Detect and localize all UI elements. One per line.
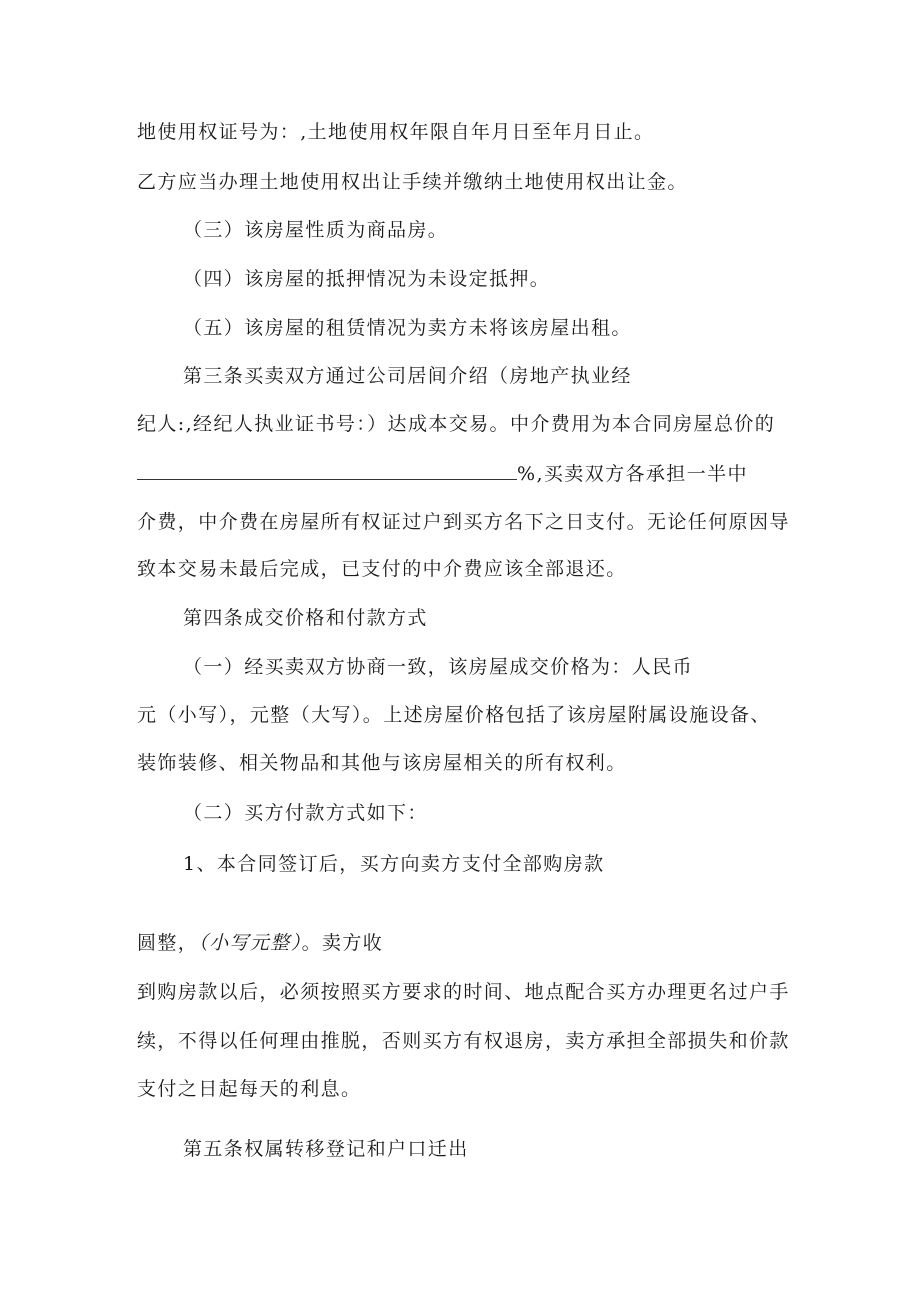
article-4-price-includes: 装饰装修、相关物品和其他与该房屋相关的所有权利。 (137, 752, 627, 774)
article-3-broker: 纪人:,经纪人执业证书号：）达成本交易。中介费用为本合同房屋总价的 (137, 413, 776, 435)
amount-small-text: （小写元整） (198, 932, 302, 954)
article-4-clause-2: （二）买方付款方式如下： (183, 802, 428, 824)
article-4-price: 元（小写），元整（大写）。上述房屋价格包括了该房屋附属设施设备、 (137, 704, 771, 726)
seller-obligation-2: 续，不得以任何理由推脱，否则买方有权退房，卖方承担全部损失和价款 (137, 1030, 790, 1052)
article-5-heading: 第五条权属转移登记和户口迁出 (183, 1138, 469, 1160)
article-3-heading: 第三条买卖双方通过公司居间介绍（房地产执业经 (183, 365, 632, 387)
payment-item-1: 1、本合同签订后，买方向卖方支付全部购房款 (183, 853, 605, 875)
amount-yuan-text: 圆整， (137, 932, 199, 954)
seller-receive-text: 。卖方收 (301, 932, 384, 954)
article-3-refund: 致本交易未最后完成，已支付的中介费应该全部退还。 (137, 558, 627, 580)
clause-3-nature: （三）该房屋性质为商品房。 (183, 219, 449, 241)
article-4-heading: 第四条成交价格和付款方式 (183, 607, 428, 629)
article-3-fee-payment: 介费，中介费在房屋所有权证过户到买方名下之日支付。无论任何原因导 (137, 511, 790, 533)
seller-obligation-1: 到购房款以后，必须按照买方要求的时间、地点配合买方办理更名过户手 (137, 981, 790, 1003)
article-3-fee-blank (137, 461, 748, 486)
clause-4-mortgage: （四）该房屋的抵押情况为未设定抵押。 (183, 268, 551, 290)
text-line-land-cert: 地使用权证号为：,土地使用权年限自年月日至年月日止。 (137, 121, 655, 143)
fee-percent-blank (137, 461, 517, 480)
text-line-party-b-duty: 乙方应当办理土地使用权出让手续并缴纳土地使用权出让金。 (137, 171, 688, 193)
fee-split-text: %,买卖双方各承担一半中 (517, 463, 748, 485)
clause-5-lease: （五）该房屋的租赁情况为卖方未将该房屋出租。 (183, 317, 632, 339)
payment-amount-line (137, 931, 383, 955)
seller-obligation-3: 支付之日起每天的利息。 (137, 1078, 362, 1100)
article-4-clause-1: （一）经买卖双方协商一致，该房屋成交价格为：人民币 (183, 656, 694, 678)
